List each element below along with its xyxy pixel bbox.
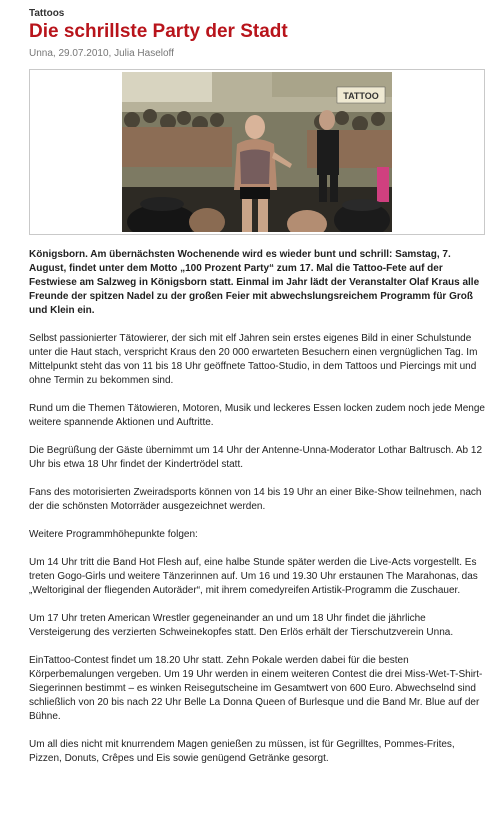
article-paragraph: Um 14 Uhr tritt die Band Hot Flesh auf, eine halbe Stunde später werden die Live-Acts vorgestellt. Es treten Gogo-Girls und weitere Tänzerinnen auf. Um 16 und 19.30 Uhr erstaunen The Marahonas, das „Weltoriginal der fliegenden Autoräder“, mit ihrem comedyreifen Artistik-Programm die Zuschauer. bbox=[29, 557, 478, 596]
article-paragraph: Die Begrüßung der Gäste übernimmt um 14 Uhr der Antenne-Unna-Moderator Lothar Baltrusch. Ab 12 Uhr bis etwa 18 Uhr findet der Kindertrödel statt. bbox=[29, 445, 483, 470]
article-paragraph: Um all dies nicht mit knurrendem Magen genießen zu müssen, ist für Gegrilltes, Pommes-Frites, Pizzen, Donuts, Crêpes und Eis sowie genügend Getränke gesorgt. bbox=[29, 739, 455, 764]
article-body bbox=[29, 248, 486, 766]
article-photo[interactable] bbox=[122, 72, 392, 232]
article-paragraph: Um 17 Uhr treten American Wrestler gegeneinander an und um 18 Uhr findet die jährliche Versteigerung des verzierten Schweinekopfes statt. Den Erlös erhält der Tierschutzverein Unna. bbox=[29, 613, 454, 638]
article-kicker: Tattoos bbox=[29, 8, 65, 19]
tattoo-party-photo bbox=[122, 72, 392, 232]
article-paragraph: EinTattoo-Contest findet um 18.20 Uhr statt. Zehn Pokale werden dabei für die besten Körperbemalungen vergeben. Um 19 Uhr werden in einem weiteren Contest die drei Miss-Wet-T-Shirt-Siegerinnen bestimmt – es winken Reisegutscheine im Gesamtwert von 600 Euro. Abwechselnd sind schließlich von 20 bis nach 22 Uhr Belle La Donna Queen of Burlesque und die Band Mr. Blue auf der Bühne. bbox=[29, 655, 483, 722]
article-headline: Die schrillste Party der Stadt bbox=[29, 21, 288, 42]
article-paragraph: Fans des motorisierten Zweiradsports können von 14 bis 19 Uhr an einer Bike-Show teilnehmen, nach der die schönsten Motorräder ausgezeichnet werden. bbox=[29, 487, 482, 512]
article-dateline: Unna, 29.07.2010, Julia Haseloff bbox=[29, 48, 174, 59]
article-paragraph: Selbst passionierter Tätowierer, der sich mit elf Jahren sein erstes eigenes Bild in einer Schulstunde unter die Haut stach, verspricht Kraus den 20 000 erwarteten Besuchern einen vergnüglichen Tag. Im Mittelpunkt steht das von 11 bis 18 Uhr geöffnete Tattoo-Studio, in dem Tattoos und Piercings mit und ohne Termin zu bekommen sind. bbox=[29, 333, 478, 386]
article-lead: Königsborn. Am übernächsten Wochenende wird es wieder bunt und schrill: Samstag, 7. August, findet unter dem Motto „100 Prozent Party“ zum 17. Mal die Tattoo-Fete auf der Festwiese am Salzweg in Königsborn statt. Einmal im Jahr lädt der Veranstalter Olaf Kraus alle Freunde der spitzen Nadel zu der großen Feier mit abwechslungsreichem Programm für Groß und Klein ein. bbox=[29, 249, 480, 316]
article-paragraph: Weitere Programmhöhepunkte folgen: bbox=[29, 529, 198, 540]
photo-frame bbox=[29, 69, 485, 235]
photo-banner-text: TATTOO bbox=[343, 91, 379, 101]
article-paragraph: Rund um die Themen Tätowieren, Motoren, Musik und leckeres Essen locken zudem noch jede Menge weitere spannende Aktionen und Auftritte. bbox=[29, 403, 485, 428]
